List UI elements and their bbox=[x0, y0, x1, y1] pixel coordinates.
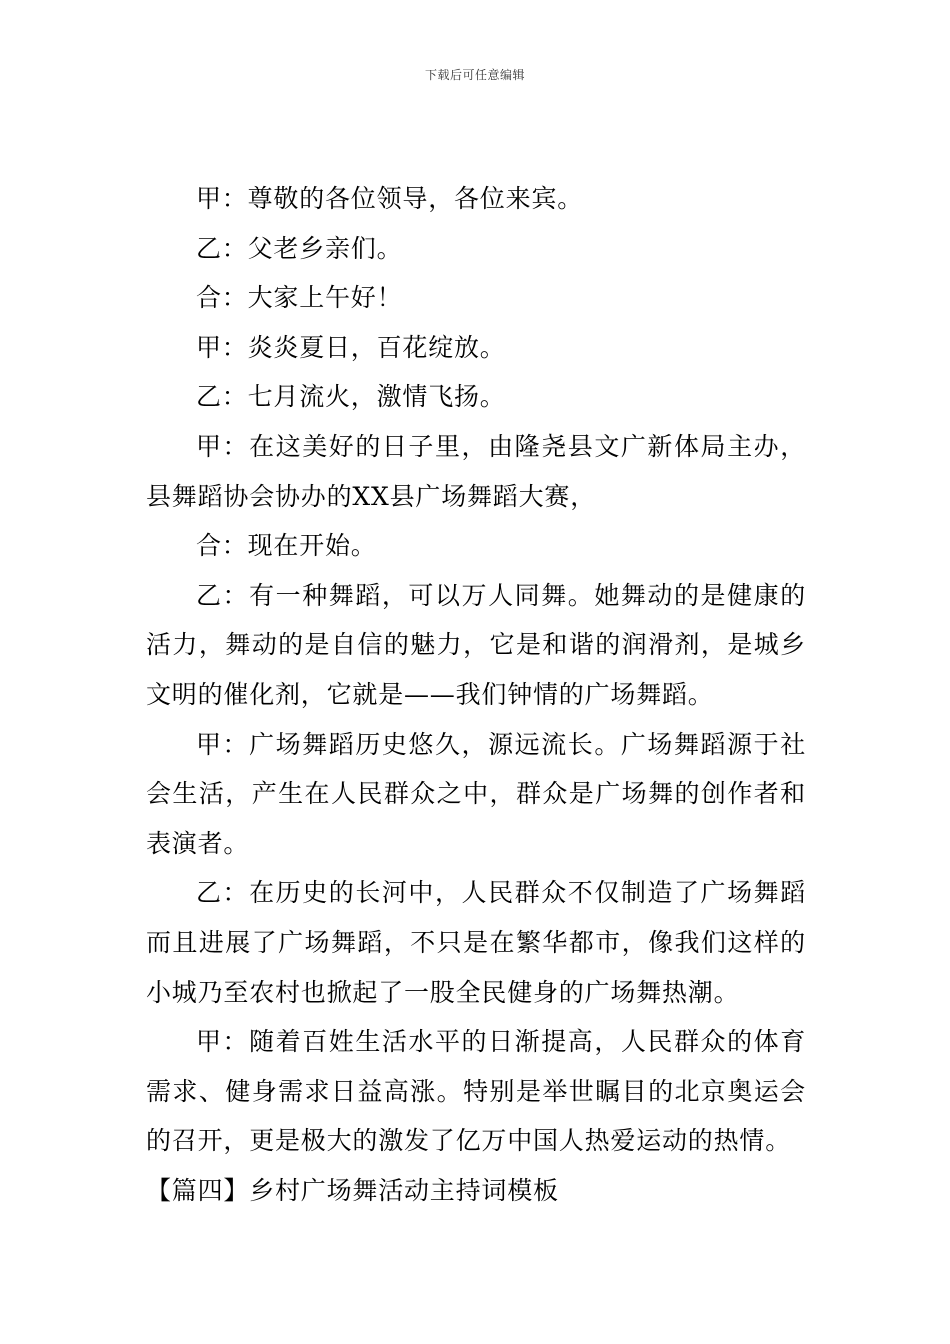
paragraph: 乙：有一种舞蹈，可以万人同舞。她舞动的是健康的活力，舞动的是自信的魅力，它是和谐的润滑剂，是城乡文明的催化剂，它就是——我们钟情的广场舞蹈。 bbox=[146, 580, 806, 709]
paragraph: 甲：广场舞蹈历史悠久，源远流长。广场舞蹈源于社会生活，产生在人民群众之中，群众是广场舞的创作者和表演者。 bbox=[146, 729, 806, 858]
paragraph: 甲：随着百姓生活水平的日渐提高，人民群众的体育需求、健身需求日益高涨。特别是举世瞩目的北京奥运会的召开，更是极大的激发了亿万中国人热爱运动的热情。 bbox=[146, 1027, 806, 1156]
paragraph: 合：现在开始。 bbox=[196, 531, 377, 561]
page-header-note: 下载后可任意编辑 bbox=[424, 68, 525, 82]
paragraph: 乙：七月流火，激情飞扬。 bbox=[196, 382, 506, 412]
paragraph: 乙：父老乡亲们。 bbox=[196, 233, 403, 263]
document-body bbox=[146, 174, 806, 1215]
section-heading: 【篇四】乡村广场舞活动主持词模板 bbox=[146, 1175, 559, 1205]
paragraph: 合：大家上午好！ bbox=[196, 283, 403, 313]
paragraph: 乙：在历史的长河中，人民群众不仅制造了广场舞蹈而且进展了广场舞蹈，不只是在繁华都市，像我们这样的小城乃至农村也掀起了一股全民健身的广场舞热潮。 bbox=[146, 878, 806, 1007]
paragraph: 甲：尊敬的各位领导，各位来宾。 bbox=[196, 184, 584, 213]
paragraph: 甲：炎炎夏日，百花绽放。 bbox=[196, 332, 506, 362]
paragraph: 甲：在这美好的日子里，由隆尧县文广新体局主办，县舞蹈协会协办的XX县广场舞蹈大赛， bbox=[146, 431, 806, 511]
